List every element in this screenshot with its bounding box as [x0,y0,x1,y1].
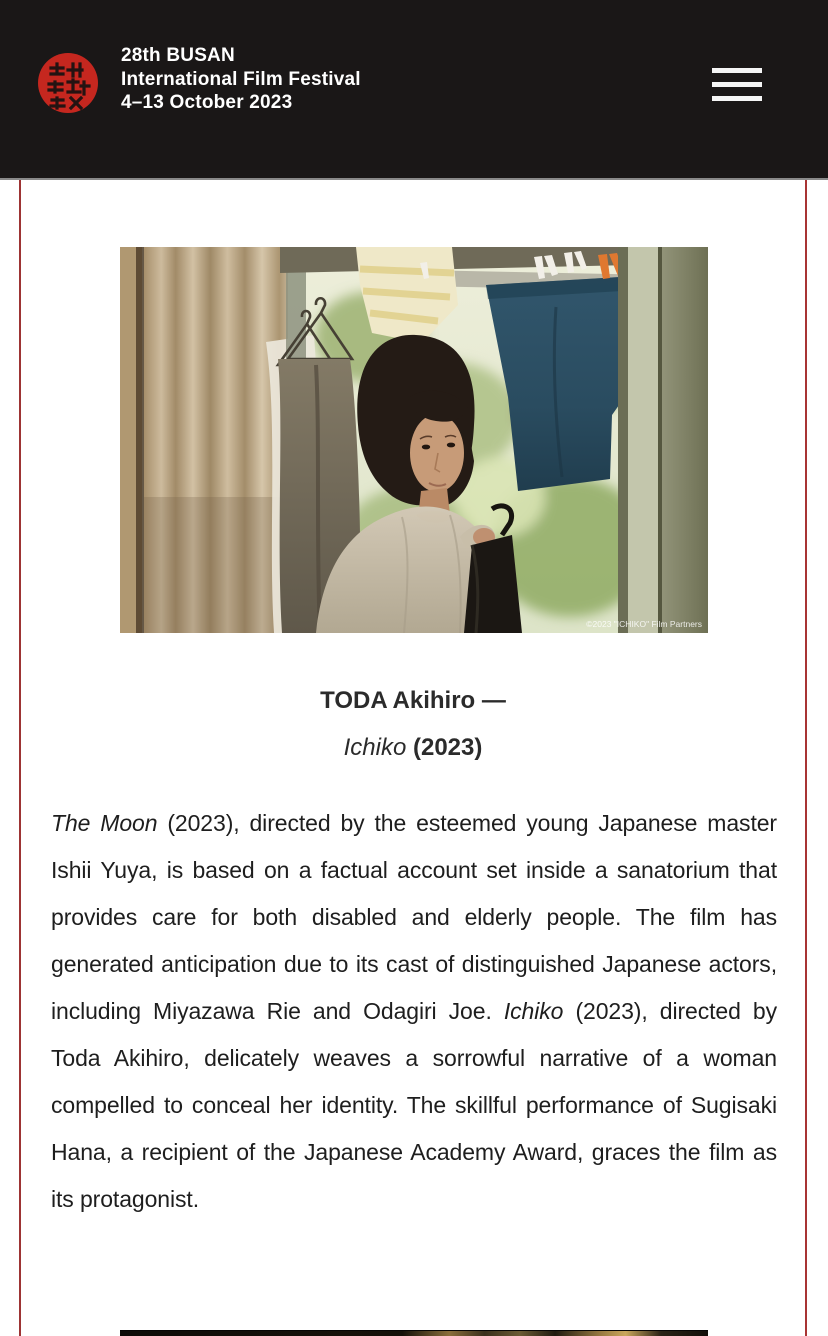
hamburger-bar [712,82,762,87]
film-caption [21,677,805,771]
hamburger-menu-icon[interactable] [712,68,762,101]
article-body [19,180,807,1336]
site-title-line-3: 4–13 October 2023 [121,92,293,113]
site-title [121,44,361,115]
hamburger-bar [712,68,762,73]
film-still-image [120,247,708,633]
caption-film-title: Ichiko (2023) [343,734,483,761]
hamburger-bar [712,96,762,101]
next-film-still-partial [120,1330,708,1336]
site-title-line-1: 28th BUSAN [121,45,235,66]
film-still-copyright: ©2023 "ICHIKO" Film Partners [586,619,702,629]
synopsis-paragraph: The Moon (2023), directed by the esteemed young Japanese master Ishii Yuya, is based on a factual account set inside a sanatorium that provides care for both disabled and elderly people. The film has generated anticipation due to its cast of distinguished Japanese actors, including Miyazawa Rie and Odagiri Joe. Ichiko (2023), directed by Toda Akihiro, delicately weaves a sorrowful narrative of a woman compelled to conceal her identity. The skillful performance of Sugisaki Hana, a recipient of the Japanese Academy Award, graces the film as its protagonist. [51,810,777,1212]
biff-seal-logo[interactable] [37,52,99,114]
caption-director: TODA Akihiro — [320,687,506,714]
biff-seal-icon [37,52,99,114]
site-title-line-2: International Film Festival [121,68,361,90]
site-header [0,0,828,180]
film-still-ichiko [120,247,708,633]
